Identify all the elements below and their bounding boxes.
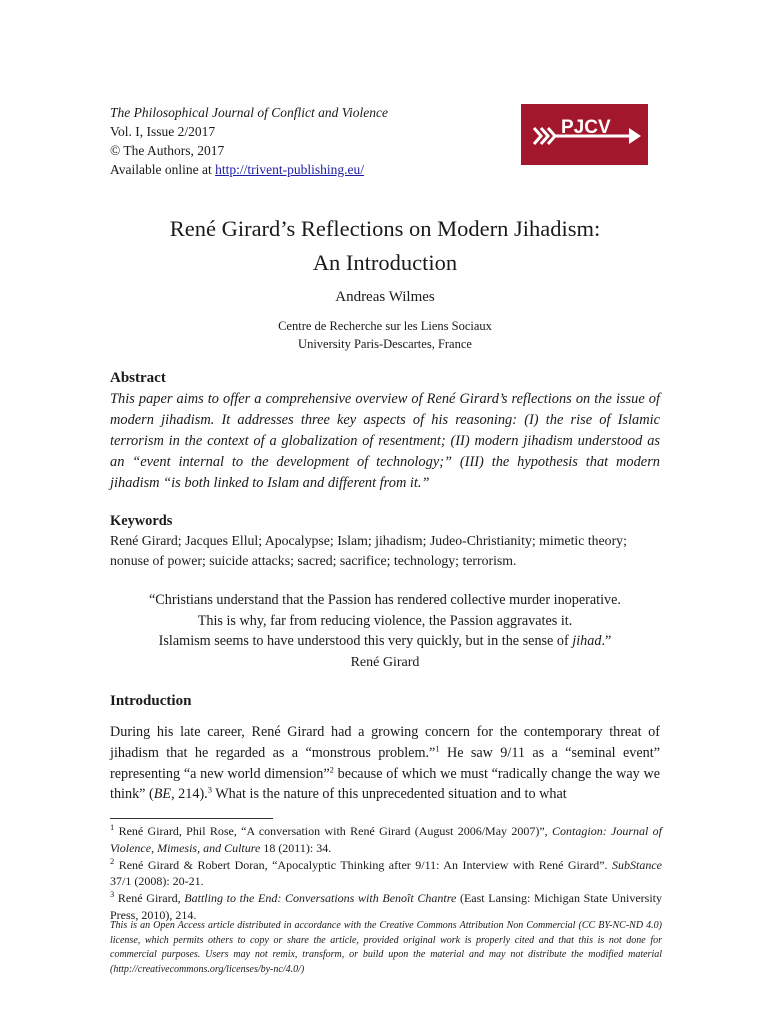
pjcv-logo	[521, 104, 648, 165]
quote-line-3-suffix: .”	[601, 633, 612, 649]
intro-text-1: During his late career, René Girard had a growing concern for the contemporary threat of jihadism that he regarded as a “monstrous problem.”	[110, 724, 660, 761]
affiliation-line-1: Centre de Recherche sur les Liens Sociaux	[278, 319, 492, 333]
footnote-3-text-a: René Girard,	[114, 891, 185, 906]
copyright-line: © The Authors, 2017	[110, 143, 225, 158]
title-line-1: René Girard’s Reflections on Modern Jihadism:	[169, 216, 601, 241]
footnote-1	[110, 823, 662, 857]
author-name: Andreas Wilmes	[335, 289, 435, 305]
affiliation-line-2: University Paris-Descartes, France	[298, 337, 472, 351]
footnote-2-text-c: 37/1 (2008): 20-21.	[110, 874, 204, 889]
quote-attribution: René Girard	[350, 655, 420, 670]
volume-issue: Vol. I, Issue 2/2017	[110, 124, 216, 139]
journal-header	[110, 103, 388, 179]
keywords-text: René Girard; Jacques Ellul; Apocalypse; Islam; jihadism; Judeo-Christianity; mimetic theory; nonuse of power; suicide attacks; sacred; sacrifice; technology; terrorism.	[110, 533, 627, 568]
footnote-ref-2[interactable]: 2	[329, 763, 334, 774]
quote-line-1: “Christians understand that the Passion has rendered collective murder inoperative.	[149, 592, 621, 608]
footnote-number-1: 1	[110, 822, 115, 832]
affiliation	[60, 317, 710, 353]
footnotes	[110, 823, 662, 924]
intro-text-3: because of which we must “radically change the way we think” (	[110, 765, 660, 803]
license-notice: This is an Open Access article distributed in accordance with the Creative Commons Attribution Non Commercial (CC BY-NC-ND 4.0) license, which permits others to copy or share the article, provided original work is properly cited and that this is not done for commercial purposes. Users may not remix, transform, or build upon the material and may not distribute the modified material (http://creativecommons.org/licenses/by-nc/4.0/)	[110, 920, 662, 975]
epigraph-quote	[60, 590, 710, 652]
introduction-paragraph	[110, 722, 660, 805]
journal-name: The Philosophical Journal of Conflict and Violence	[110, 105, 388, 120]
title-line-2: An Introduction	[312, 250, 458, 275]
logo-text: PJCV	[561, 117, 611, 138]
footnote-1-text-a: René Girard, Phil Rose, “A conversation with René Girard (August 2006/May 2007)”,	[114, 824, 553, 838]
intro-be-abbrev: BE	[153, 786, 172, 803]
abstract-text: This paper aims to offer a comprehensive overview of René Girard’s reflections on the issue of modern jihadism. It addresses three key aspects of his reasoning: (I) the rise of Islamic terrorism in the context of a globalization of resentment; (II) modern jihadism understood as an “event internal to the development of technology;” (III) the hypothesis that modern jihadism “is both linked to Islam and different from it.”	[110, 391, 660, 491]
footnote-number-3: 3	[110, 889, 115, 900]
quote-line-3-prefix: Islamism seems to have understood this very quickly, but in the sense of	[158, 633, 573, 649]
keywords-heading: Keywords	[110, 513, 173, 529]
footnote-divider	[110, 818, 273, 819]
footnote-1-journal: Contagion: Journal of Violence, Mimesis, and Culture	[110, 824, 662, 855]
availability-line	[110, 160, 388, 179]
footnote-ref-1[interactable]: 1	[435, 743, 440, 754]
availability-prefix: Available online at	[110, 162, 216, 177]
abstract-heading: Abstract	[110, 370, 166, 386]
intro-text-4: , 214).	[171, 786, 208, 803]
footnote-1-text-c: 18 (2011): 34.	[260, 840, 332, 855]
intro-text-2: He saw 9/11 as a “seminal event” representing “a new world dimension”	[110, 744, 660, 782]
quote-jihad: jihad	[572, 633, 602, 649]
footnote-2-text-a: René Girard & Robert Doran, “Apocalyptic Thinking after 9/11: An Interview with René Girard”.	[114, 857, 612, 872]
pjcv-logo-icon	[521, 104, 648, 165]
footnote-2-journal: SubStance	[612, 857, 662, 872]
footnote-ref-3[interactable]: 3	[207, 784, 212, 795]
footnote-2	[110, 857, 662, 891]
introduction-heading: Introduction	[110, 693, 192, 709]
footnote-number-2: 2	[110, 855, 115, 866]
quote-line-2: This is why, far from reducing violence, the Passion aggravates it.	[197, 612, 573, 629]
footnote-3-text-c: (East Lansing: Michigan State University Press, 2010), 214.	[110, 891, 662, 922]
quote-line-3	[60, 631, 710, 652]
footnote-3-book: Battling to the End: Conversations with Benoît Chantre	[184, 891, 457, 906]
intro-text-5: What is the nature of this unprecedented situation and to what	[211, 786, 567, 803]
article-title	[60, 212, 710, 280]
publisher-link[interactable]: http://trivent-publishing.eu/	[215, 162, 364, 177]
